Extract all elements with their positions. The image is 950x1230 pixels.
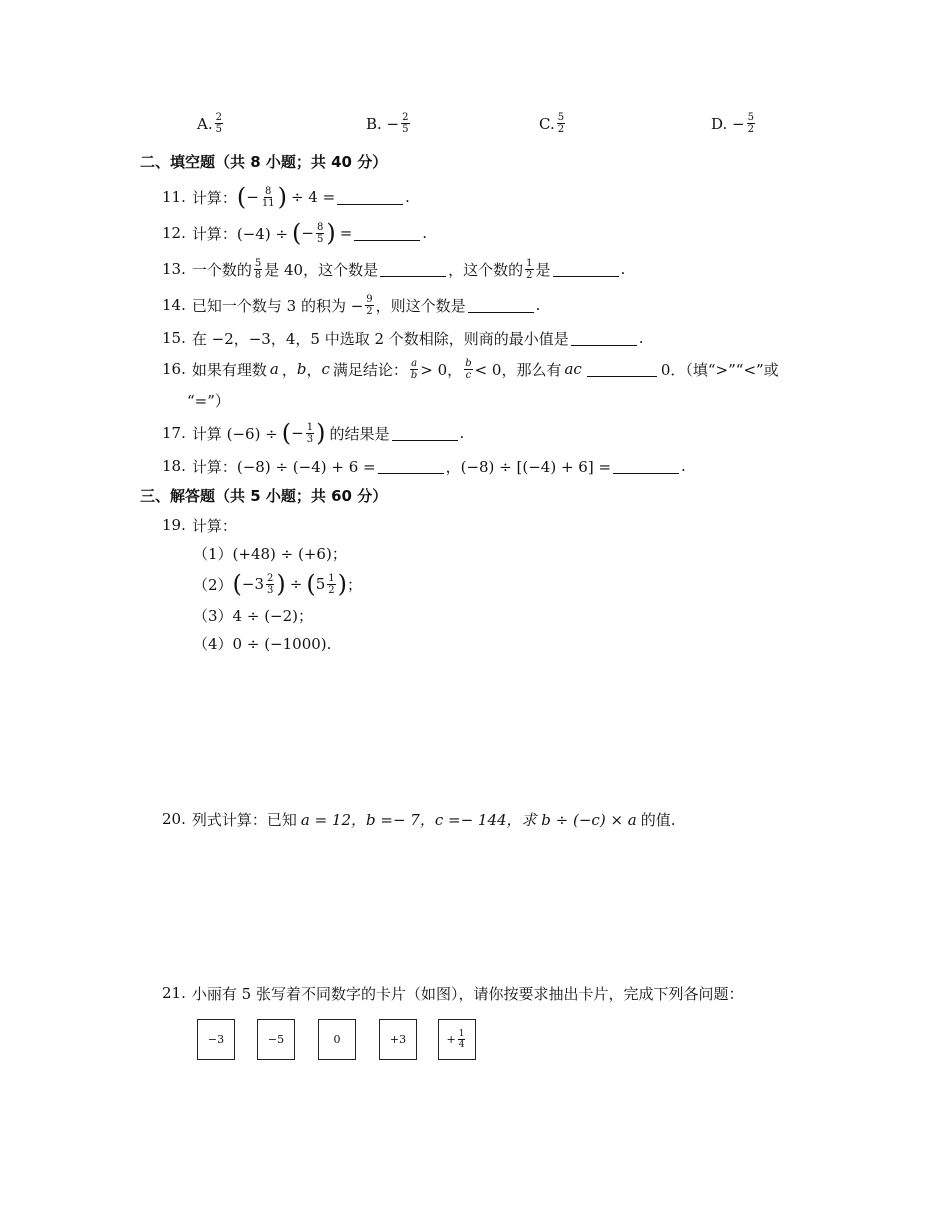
- question-11: [162, 182, 410, 212]
- card-fraction: [447, 1029, 468, 1050]
- fraction: $\frac{8}{11}$: [261, 185, 275, 209]
- option-a: [197, 112, 225, 135]
- minus-sign: −: [301, 224, 314, 242]
- question-text: 的值.: [640, 810, 676, 829]
- fraction: $\frac{1}{2}$: [526, 257, 533, 281]
- question-16: [162, 354, 779, 384]
- left-paren: (: [306, 570, 316, 598]
- left-paren: (: [292, 219, 302, 247]
- answer-blank[interactable]: [613, 459, 679, 474]
- question-text: 已知一个数与 3 的积为 −: [191, 296, 364, 315]
- period: .: [459, 424, 465, 442]
- option-c: [539, 112, 567, 135]
- question-number: 13.: [162, 260, 186, 278]
- q19-part-2: [193, 570, 362, 598]
- answer-blank[interactable]: [378, 459, 444, 474]
- period: .: [620, 260, 626, 278]
- right-paren: ): [276, 570, 286, 598]
- card-zero[interactable]: 0: [318, 1019, 356, 1060]
- question-text: 的结果是: [329, 424, 390, 443]
- variable-b: b: [296, 360, 307, 378]
- question-text: > 0，: [420, 360, 463, 379]
- q19-part-4: （4）0 ÷ (−1000).: [193, 634, 332, 653]
- question-16-line-2: “=”）: [187, 392, 230, 410]
- answer-blank[interactable]: [587, 362, 657, 377]
- mixed-number-whole: 5: [315, 575, 326, 593]
- question-text: 0．（填“>”“<”或: [660, 360, 779, 379]
- answer-blank[interactable]: [380, 262, 446, 277]
- question-text: 是 40，这个数是: [264, 260, 379, 279]
- option-c-label: C.: [539, 114, 555, 133]
- q19-part-3: （3）4 ÷ (−2)；: [193, 606, 314, 625]
- question-text: ，(−8) ÷ [(−4) + 6] =: [445, 457, 612, 476]
- question-text: 小丽有 5 张写着不同数字的卡片（如图），请你按要求抽出卡片，完成下列各问题：: [191, 984, 744, 1003]
- card-minus-3[interactable]: −3: [197, 1019, 235, 1060]
- card-plus-3[interactable]: +3: [379, 1019, 417, 1060]
- part-label: （2）: [193, 575, 233, 594]
- question-text: 在 −2，−3，4，5 中选取 2 个数相除，则商的最小值是: [191, 329, 569, 348]
- card-minus-5[interactable]: −5: [257, 1019, 295, 1060]
- separator: ，: [306, 360, 322, 379]
- right-paren: ): [337, 570, 348, 598]
- question-text: < 0，那么有: [474, 360, 562, 379]
- math-expression: a = 12，b =− 7，c =− 144，求 b ÷ (−c) × a: [300, 810, 637, 829]
- option-d-label: D. −: [711, 114, 745, 133]
- question-text: ÷ 4 =: [290, 188, 336, 206]
- question-15: [162, 323, 644, 353]
- question-text: 计算：: [191, 516, 237, 535]
- question-12: [162, 218, 427, 248]
- question-19: [162, 510, 237, 540]
- right-paren: ): [326, 219, 336, 247]
- left-paren: (: [281, 419, 292, 447]
- question-text: ，则这个数是: [375, 296, 466, 315]
- card-plus-quarter[interactable]: [438, 1019, 476, 1060]
- question-text: 计算 (−6) ÷: [191, 424, 278, 443]
- question-text: 如果有理数: [191, 360, 267, 379]
- left-paren: (: [232, 570, 242, 598]
- period: .: [405, 188, 410, 206]
- question-text: 计算：(−4) ÷: [191, 224, 289, 243]
- variable-c: c: [321, 360, 330, 378]
- semicolon: ；: [347, 575, 363, 594]
- question-17: [162, 418, 464, 448]
- period: .: [681, 457, 686, 475]
- option-a-fraction: $\frac{2}{5}$: [215, 112, 222, 135]
- variable-ac: ac: [564, 360, 582, 378]
- question-text: ，这个数的: [448, 260, 524, 279]
- answer-blank[interactable]: [354, 226, 420, 241]
- section-3-heading: 三、解答题（共 5 小题；共 60 分）: [140, 487, 388, 505]
- fraction: $\frac{a}{b}$: [410, 357, 418, 381]
- answer-blank[interactable]: [553, 262, 619, 277]
- question-number: 18.: [162, 457, 186, 475]
- option-b-fraction: $\frac{2}{5}$: [402, 112, 409, 135]
- option-d: [711, 112, 757, 135]
- minus-sign: −: [291, 424, 304, 442]
- period: .: [422, 224, 428, 242]
- question-number: 14.: [162, 296, 186, 314]
- answer-blank[interactable]: [571, 331, 637, 346]
- question-number: 15.: [162, 329, 186, 347]
- question-20: [162, 804, 676, 834]
- option-a-label: A.: [197, 114, 213, 133]
- question-18: [162, 451, 686, 481]
- answer-blank[interactable]: [392, 426, 458, 441]
- question-text: 一个数的: [191, 260, 252, 279]
- variable-a: a: [269, 360, 279, 378]
- minus-sign: −: [246, 188, 259, 206]
- answer-blank[interactable]: [468, 298, 534, 313]
- question-text: 计算：: [191, 188, 237, 207]
- question-number: 17.: [162, 424, 186, 442]
- divide-sign: ÷: [289, 575, 303, 593]
- fraction: $\frac{1}{4}$: [458, 1029, 465, 1050]
- question-14: [162, 290, 540, 320]
- question-text: 计算：(−8) ÷ (−4) + 6 =: [191, 457, 376, 476]
- answer-blank[interactable]: [337, 190, 403, 205]
- option-b: [366, 112, 412, 135]
- question-text: 是: [535, 260, 551, 279]
- q19-part-1: （1）(+48) ÷ (+6)；: [193, 544, 347, 563]
- right-paren: ): [316, 419, 326, 447]
- question-number: 12.: [162, 224, 186, 242]
- fraction: $\frac{b}{c}$: [465, 357, 472, 381]
- question-number: 21.: [162, 984, 186, 1002]
- left-paren: (: [236, 183, 247, 211]
- option-b-label: B. −: [366, 114, 400, 133]
- separator: ，: [281, 360, 297, 379]
- question-number: 11.: [162, 188, 186, 206]
- question-text: =: [339, 224, 353, 242]
- question-number: 20.: [162, 810, 186, 828]
- fraction: $\frac{1}{3}$: [306, 421, 314, 445]
- period: .: [535, 296, 541, 314]
- fraction: $\frac{1}{2}$: [328, 572, 335, 596]
- fraction: $\frac{9}{2}$: [366, 293, 373, 317]
- right-paren: ): [277, 183, 287, 211]
- fraction: $\frac{2}{3}$: [267, 572, 274, 596]
- question-text: 满足结论：: [332, 360, 408, 379]
- question-13: [162, 254, 625, 284]
- plus-sign: +: [446, 1033, 456, 1046]
- fraction: $\frac{8}{5}$: [316, 221, 324, 245]
- period: .: [638, 329, 644, 347]
- question-text: 列式计算：已知: [191, 810, 297, 829]
- question-number: 19.: [162, 516, 186, 534]
- option-d-fraction: $\frac{5}{2}$: [747, 112, 754, 135]
- section-2-heading: 二、填空题（共 8 小题；共 40 分）: [140, 153, 388, 171]
- fraction: $\frac{5}{8}$: [254, 257, 262, 281]
- option-c-fraction: $\frac{5}{2}$: [557, 112, 565, 135]
- question-number: 16.: [162, 360, 186, 378]
- mixed-number-whole: −3: [241, 575, 265, 593]
- question-21: [162, 978, 743, 1008]
